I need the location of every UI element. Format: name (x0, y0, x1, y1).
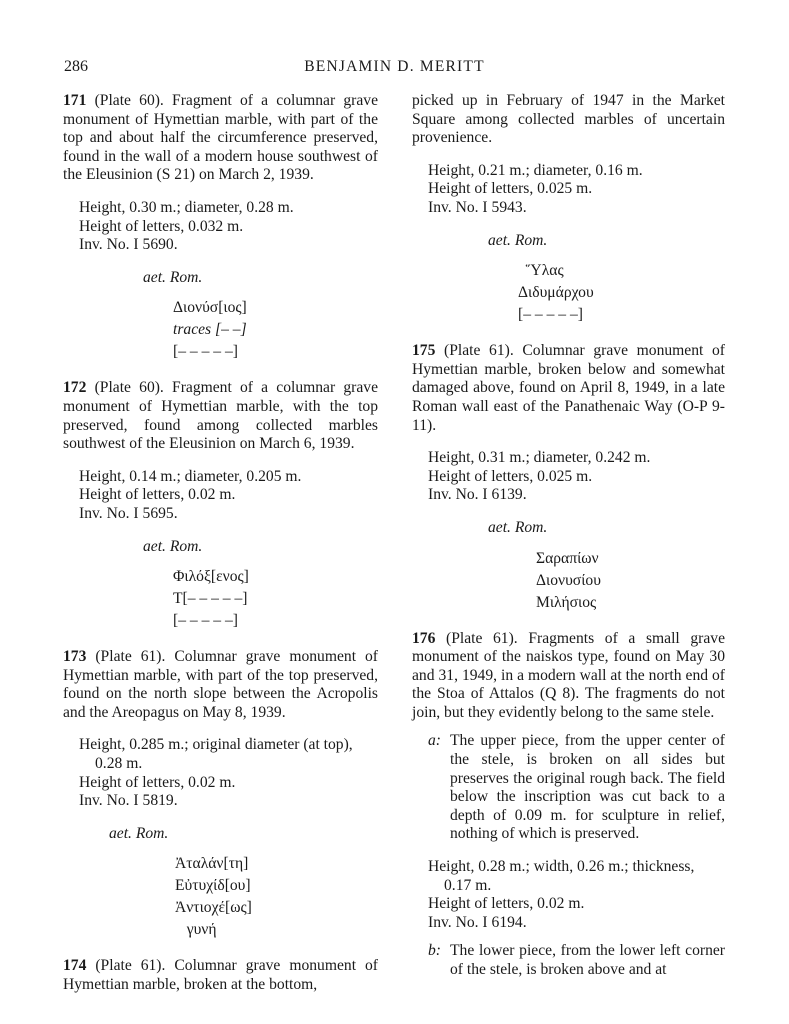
inventory-line: Inv. No. I 5943. (428, 198, 527, 216)
entry-number: 173 (63, 648, 87, 666)
entry-173 (63, 648, 378, 941)
entry-text: (Plate 61). Columnar grave monument of Hymettian marble, broken at the bottom, (63, 957, 378, 994)
entry-paragraph (63, 648, 378, 722)
entry-174 (63, 957, 378, 994)
inscription-line: Εὐτυχίδ[ου] (175, 877, 251, 895)
entry-details (428, 449, 725, 505)
height-line: Height, 0.285 m.; original diameter (at top), (79, 736, 353, 754)
entry-number: 171 (63, 92, 87, 109)
date-note: aet. Rom. (143, 268, 203, 286)
date-note: aet. Rom. (143, 537, 203, 555)
letters-line: Height of letters, 0.02 m. (428, 895, 585, 913)
height-line-continued: 0.28 m. (95, 755, 143, 773)
letters-line: Height of letters, 0.02 m. (79, 773, 236, 791)
inscription-line: Διονυσίου (536, 571, 601, 589)
entry-172 (63, 379, 378, 632)
letters-line: Height of letters, 0.02 m. (79, 486, 236, 504)
inscription-line: Μιλήσιος (536, 593, 597, 611)
inscription-line: Ἀταλάν[τη] (175, 855, 249, 873)
inventory-line: Inv. No. I 6194. (428, 913, 527, 931)
entry-details (79, 736, 378, 810)
inscription-line: Φιλόξ[ενος] (173, 568, 249, 586)
entry-paragraph (412, 630, 725, 723)
entry-details (428, 162, 725, 218)
entry-details (428, 858, 725, 932)
entry-number: 176 (412, 629, 436, 647)
right-column (412, 92, 725, 980)
letters-line: Height of letters, 0.025 m. (428, 467, 593, 485)
inscription-line: Διονύσ[ιος] (173, 299, 247, 317)
fragment-label: a: (428, 732, 441, 750)
entry-text: (Plate 60). Fragment of a columnar grave monument of Hymettian marble, with the top preserved, found among collected marbles southwest of the Eleusinion on March 6, 1939. (63, 379, 378, 453)
inscription-line: Τ[– – – – –] (173, 590, 248, 608)
entry-paragraph: picked up in February of 1947 in the Market Square among collected marbles of uncertain provenience. (412, 92, 725, 147)
inscription-line: [– – – – –] (173, 343, 238, 361)
date-note: aet. Rom. (109, 824, 169, 842)
inscription-line: Ἀντιοχέ[ως] (175, 899, 252, 917)
entry-details (79, 199, 378, 255)
inscription (518, 260, 725, 326)
letters-line: Height of letters, 0.032 m. (79, 217, 244, 235)
inscription-line: Διδυμάρχου (518, 284, 594, 302)
entry-paragraph (412, 342, 725, 435)
inscription-line: traces [– –] (173, 321, 247, 339)
height-line: Height, 0.14 m.; diameter, 0.205 m. (79, 467, 302, 485)
entry-details (79, 468, 378, 524)
inscription (175, 853, 378, 941)
left-column (63, 92, 378, 995)
fragment-description: The lower piece, from the lower left corner of the stele, is broken above and at (450, 942, 725, 978)
height-line: Height, 0.31 m.; diameter, 0.242 m. (428, 449, 651, 467)
running-head: BENJAMIN D. MERITT (304, 58, 485, 75)
date-note: aet. Rom. (488, 231, 548, 249)
fragment-label: b: (428, 942, 441, 960)
entry-paragraph (63, 379, 378, 453)
entry-number: 172 (63, 379, 87, 397)
page-number: 286 (64, 58, 88, 75)
inscription-line: [– – – – –] (518, 306, 583, 324)
entry-text: (Plate 61). Columnar grave monument of Hymettian marble, broken below and somewhat damaged above, found on April 8, 1949, in a late Roman wall east of the Panathenaic Way (O-P 9-11). (412, 342, 725, 434)
height-line-continued: 0.17 m. (444, 876, 492, 894)
inventory-line: Inv. No. I 6139. (428, 486, 527, 504)
inscription-line: [– – – – –] (173, 612, 238, 630)
inscription-line: Σαραπίων (536, 549, 599, 567)
inscription (173, 566, 378, 632)
entry-176 (412, 630, 725, 980)
inventory-line: Inv. No. I 5695. (79, 504, 178, 522)
inventory-line: Inv. No. I 5690. (79, 236, 178, 254)
entry-paragraph (63, 957, 378, 994)
entry-171 (63, 92, 378, 363)
fragment-description: The upper piece, from the upper center of the stele, is broken on all sides but preserves the original rough back. The field below the inscription was cut back to a depth of 0.09 m. for sculpture in relief, nothing of which is preserved. (450, 732, 725, 843)
entry-paragraph (63, 92, 378, 185)
inscription-line: γυνή (175, 921, 217, 939)
height-line: Height, 0.21 m.; diameter, 0.16 m. (428, 161, 643, 179)
entry-175 (412, 342, 725, 613)
entry-number: 174 (63, 957, 87, 975)
inventory-line: Inv. No. I 5819. (79, 792, 178, 810)
fragment-b (428, 942, 725, 979)
fragment-a (428, 732, 725, 844)
inscription-line: Ὕλας (518, 262, 564, 280)
entry-text: (Plate 60). Fragment of a columnar grave monument of Hymettian marble, with part of the top and about half the circumference preserved, found in the wall of a modern house southwest of the Eleusinion (S 21) on March 2, 1939. (63, 92, 378, 184)
entry-174-continued (412, 92, 725, 326)
date-note: aet. Rom. (488, 518, 548, 536)
inscription (173, 297, 378, 363)
entry-text: (Plate 61). Columnar grave monument of Hymettian marble, with part of the top preserved, found on the north slope between the Acropolis and the Areopagus on May 8, 1939. (63, 648, 378, 721)
entry-text: (Plate 61). Fragments of a small grave monument of the naiskos type, found on May 30 and 31, 1949, in a modern wall at the north end of the Stoa of Attalos (Q 8). The fragments do not join, but they evidently belong to the same stele. (412, 629, 725, 721)
height-line: Height, 0.28 m.; width, 0.26 m.; thickness, (428, 858, 695, 876)
height-line: Height, 0.30 m.; diameter, 0.28 m. (79, 198, 294, 216)
entry-number: 175 (412, 342, 436, 360)
inscription (536, 548, 725, 614)
letters-line: Height of letters, 0.025 m. (428, 180, 593, 198)
